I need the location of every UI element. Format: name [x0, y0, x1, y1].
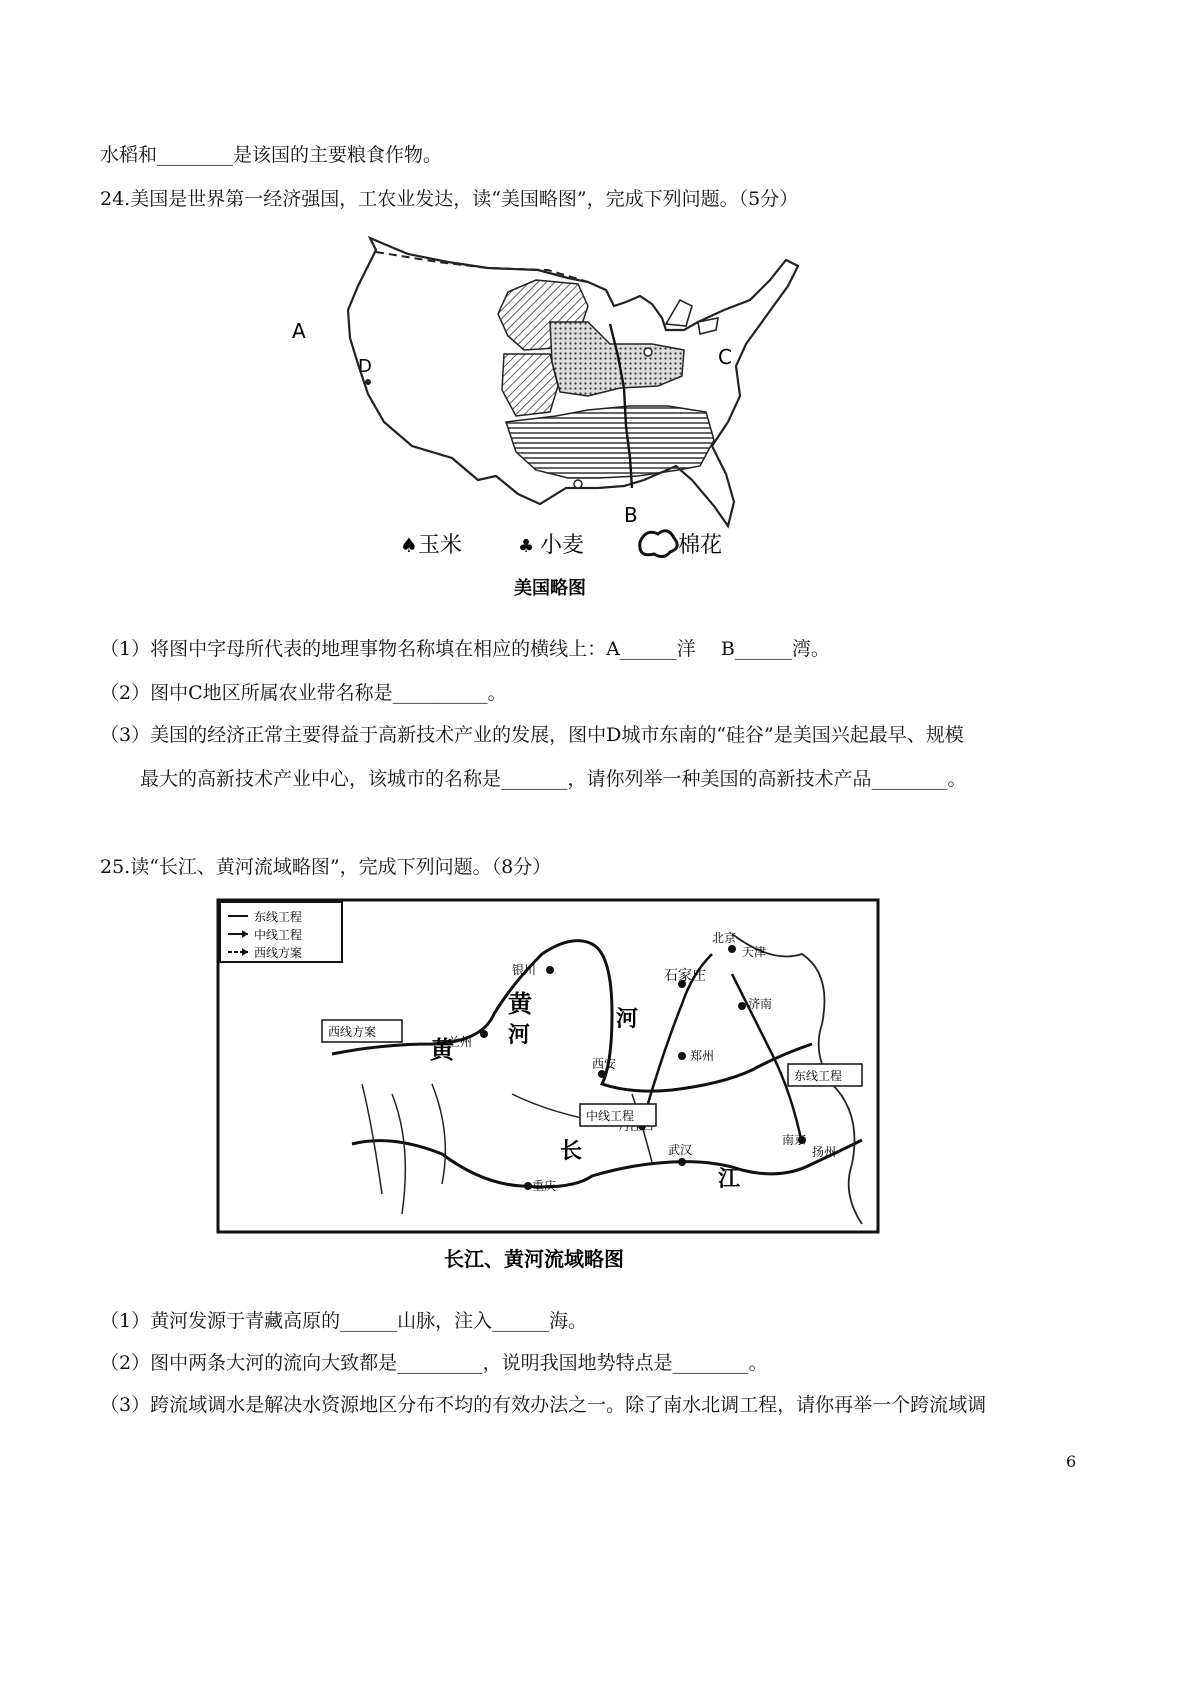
- river-label-huang-2: 黄: [430, 1036, 454, 1064]
- label-b: B: [624, 503, 638, 527]
- city-yangzhou: 扬州: [812, 1145, 837, 1159]
- river-label-jiang: 江: [718, 1167, 741, 1192]
- q24-part3-line1: （3）美国的经济正常主要得益于高新技术产业的发展，图中D城市东南的“硅谷”是美国兴起最早、规模: [100, 724, 964, 746]
- tag-west-plan: 西线方案: [328, 1025, 377, 1039]
- river-label-chang: 长: [560, 1139, 583, 1164]
- q24-title: 24.美国是世界第一经济强国，工农业发达，读“美国略图”，完成下列问题。（5分）: [100, 188, 799, 210]
- river-label-he-1: 河: [508, 1023, 531, 1048]
- city-chongqing: 重庆: [532, 1179, 557, 1193]
- q25-title: 25.读“长江、黄河流域略图”，完成下列问题。（8分）: [100, 856, 552, 878]
- city-nanjing: 南京: [782, 1133, 807, 1147]
- cotton-region: [506, 406, 714, 478]
- q24-part2: （2）图中C地区所属农业带名称是__________。: [100, 682, 507, 704]
- wheat-icon: ♣: [518, 536, 535, 557]
- q25-part3: （3）跨流域调水是解决水资源地区分布不均的有效办法之一。除了南水北调工程，请你再举一个跨流域调: [100, 1394, 987, 1416]
- corn-icon: ♠: [400, 533, 418, 557]
- city-beijing: 北京: [712, 931, 737, 945]
- usa-map-caption: 美国略图: [514, 578, 586, 599]
- river-label-huang-1: 黄: [508, 990, 532, 1018]
- wheat-region-south: [502, 354, 558, 416]
- legend-east: 东线工程: [254, 910, 303, 924]
- tag-east-project: 东线工程: [794, 1069, 843, 1083]
- page-number: 6: [1066, 1452, 1077, 1471]
- tag-middle-project: 中线工程: [586, 1109, 635, 1123]
- river-label-he-2: 河: [616, 1007, 639, 1032]
- usa-map: [288, 226, 828, 612]
- city-zhengzhou: 郑州: [690, 1049, 715, 1063]
- q24-part1: （1）将图中字母所代表的地理事物名称填在相应的横线上：A______洋 B______湾。: [100, 638, 830, 660]
- previous-question-tail: 水稻和________是该国的主要粮食作物。: [100, 144, 443, 166]
- city-lanzhou: 兰州: [448, 1035, 473, 1049]
- legend-west: 西线方案: [254, 946, 303, 960]
- corn-region: [550, 322, 684, 396]
- legend-corn: 玉米: [418, 533, 463, 558]
- label-d: D: [358, 356, 372, 377]
- legend-wheat: 小麦: [540, 533, 585, 558]
- legend-cotton: 棉花: [678, 533, 723, 558]
- city-jinan: 济南: [748, 997, 773, 1011]
- city-xian: 西安: [592, 1057, 617, 1071]
- city-tianjin: 天津: [742, 945, 767, 959]
- q24-part3-line2: 最大的高新技术产业中心，该城市的名称是_______，请你列举一种美国的高新技术产品________。: [140, 768, 967, 790]
- label-c: C: [718, 345, 732, 369]
- q25-part2: （2）图中两条大河的流向大致都是_________，说明我国地势特点是________。: [100, 1352, 768, 1374]
- label-a: A: [292, 319, 306, 343]
- city-wuhan: 武汉: [668, 1143, 693, 1157]
- cotton-icon: [640, 531, 677, 557]
- china-map-caption: 长江、黄河流域略图: [444, 1247, 624, 1271]
- city-shijiazhuang: 石家庄: [664, 968, 706, 984]
- city-yinchuan: 银川: [512, 963, 537, 977]
- legend-middle: 中线工程: [254, 928, 303, 942]
- q25-part1: （1）黄河发源于青藏高原的______山脉，注入______海。: [100, 1310, 588, 1332]
- china-rivers-map: [212, 894, 912, 1280]
